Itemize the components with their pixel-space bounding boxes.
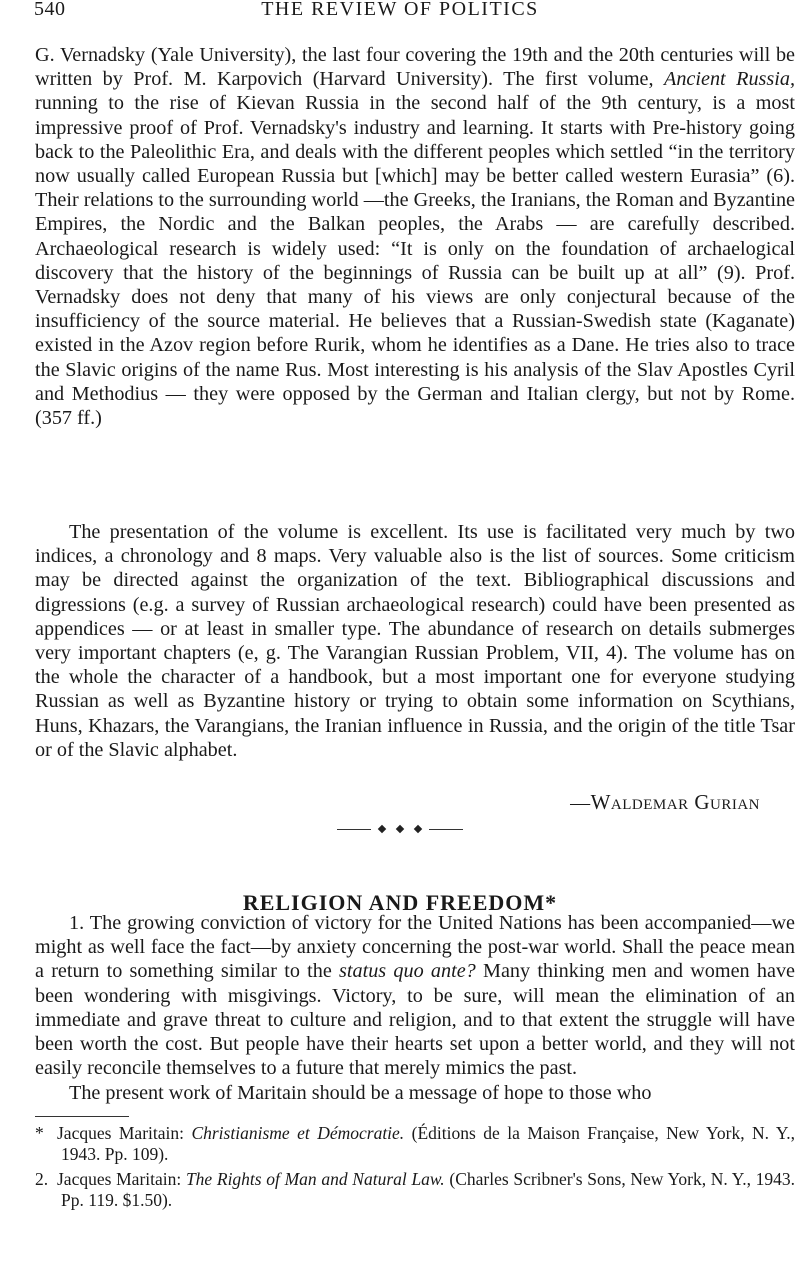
- footnote-title: Christianisme et Démocratie.: [191, 1123, 405, 1143]
- status-quo-ante-italic: status quo ante?: [339, 960, 476, 983]
- section-heading: RELIGION AND FREEDOM*: [242, 890, 558, 916]
- review-paragraph-1-text-a: G. Vernadsky (Yale University), the last four covering the 19th and the 20th centuries will be written by Prof. M. Karpovich (Harvard University). The first volume,: [35, 44, 795, 91]
- running-head: [0, 0, 800, 24]
- section-divider-ornament: [0, 821, 800, 836]
- section-paragraph-1: [35, 911, 795, 1080]
- footnote-title: The Rights of Man and Natural Law.: [185, 1169, 445, 1189]
- ornament-diamond-icon: [396, 825, 404, 833]
- review-paragraph-1-text-b: running to the rise of Kievan Russia in the second half of the 9th century, is a most impressive proof of Prof. Vernadsky's industry and learning. It starts with Pre-history going back to the Paleolithic Era, and deals with the different peoples which settled “in the territory now usually called European Russia but [which] may be better called western Eurasia” (6). Their relations to the surrounding world —the Greeks, the Iranians, the Roman and Byzantine Empires, the Nordic and the Balkan peoples, the Arabs — are carefully described. Archaeological research is widely used: “It is only on the foundation of archaelogical discovery that the history of the beginnings of Russia can be built up at all” (9). Prof. Vernadsky does not deny that many of his views are only conjectural because of the insufficiency of the source material. He believes that a Russian-Swedish state (Kaganate) existed in the Azov region before Rurik, whom he identifies as a Dane. He tries also to trace the Slavic origins of the name Rus. Most interesting is his analysis of the Slav Apostles Cyril and Methodius — they were opposed by the German and Italian clergy, but not by Rome. (357 ff.): [35, 92, 795, 430]
- section-paragraph-2-text: The present work of Maritain should be a message of hope to those who: [69, 1082, 652, 1104]
- section-paragraph-1-text-b: Many thinking men and women have been wondering with misgivings. Victory, to be sure, will mean the elimination of an immediate and grave threat to culture and religion, and to that extent the struggle will have been worth the cost. But people have their hearts set upon a better world, and they will not easily reconcile themselves to a future that merely mimics the past.: [35, 960, 795, 1080]
- ornament-rule-left: [337, 829, 371, 830]
- review-paragraph-2-text: The presentation of the volume is excellent. Its use is facilitated very much by two indices, a chronology and 8 maps. Very valuable also is the list of sources. Some criticism may be directed against the organization of the text. Bibliographical discussions and digressions (e.g. a survey of Russian archaeological research) could have been presented as appendices — or at least in smaller type. The abundance of research on details submerges very important chapters (e, g. The Varangian Russian Problem, VII, 4). The volume has on the whole the character of a handbook, but a most important one for everyone studying Russian as well as Byzantine history or trying to obtain some information on Scythians, Huns, Khazars, the Varangians, the Iranian influence in Russia, and the origin of the title Tsar or of the Slavic alphabet.: [35, 521, 795, 761]
- journal-title: THE REVIEW OF POLITICS: [261, 0, 539, 20]
- footnote-author: Jacques Maritain:: [57, 1123, 192, 1143]
- book-title-ancient-russia: Ancient Russia,: [664, 68, 796, 91]
- footnote-mark: *: [35, 1123, 44, 1143]
- review-paragraph-1: [35, 43, 795, 430]
- signature-dash: —: [570, 792, 591, 814]
- section-paragraph-2: [35, 1081, 795, 1105]
- ornament-diamond-icon: [414, 825, 422, 833]
- footnote-publication: (Éditions de la Maison Française, New York, N. Y., 1943. Pp. 109).: [61, 1123, 795, 1164]
- footnotes: [35, 1123, 795, 1215]
- footnote-publication: (Charles Scribner's Sons, New York, N. Y., 1943. Pp. 119. $1.50).: [61, 1169, 796, 1210]
- footnote-author: Jacques Maritain:: [57, 1169, 186, 1189]
- page-number: 540: [34, 0, 66, 20]
- footnote-mark: 2.: [35, 1169, 49, 1189]
- review-paragraph-2: [35, 520, 795, 762]
- signature-name: Waldemar Gurian: [590, 790, 760, 814]
- footnote-separator: [35, 1116, 129, 1117]
- ornament-rule-right: [429, 829, 463, 830]
- footnote-item: [35, 1169, 795, 1211]
- ornament-diamond-icon: [378, 825, 386, 833]
- footnote-item: [35, 1123, 795, 1165]
- section-paragraph-1-text-a: 1. The growing conviction of victory for the United Nations has been accompanied—we might as well face the fact—by anxiety concerning the post-war world. Shall the peace mean a return to something similar to the: [35, 912, 795, 983]
- review-signature: [570, 790, 760, 815]
